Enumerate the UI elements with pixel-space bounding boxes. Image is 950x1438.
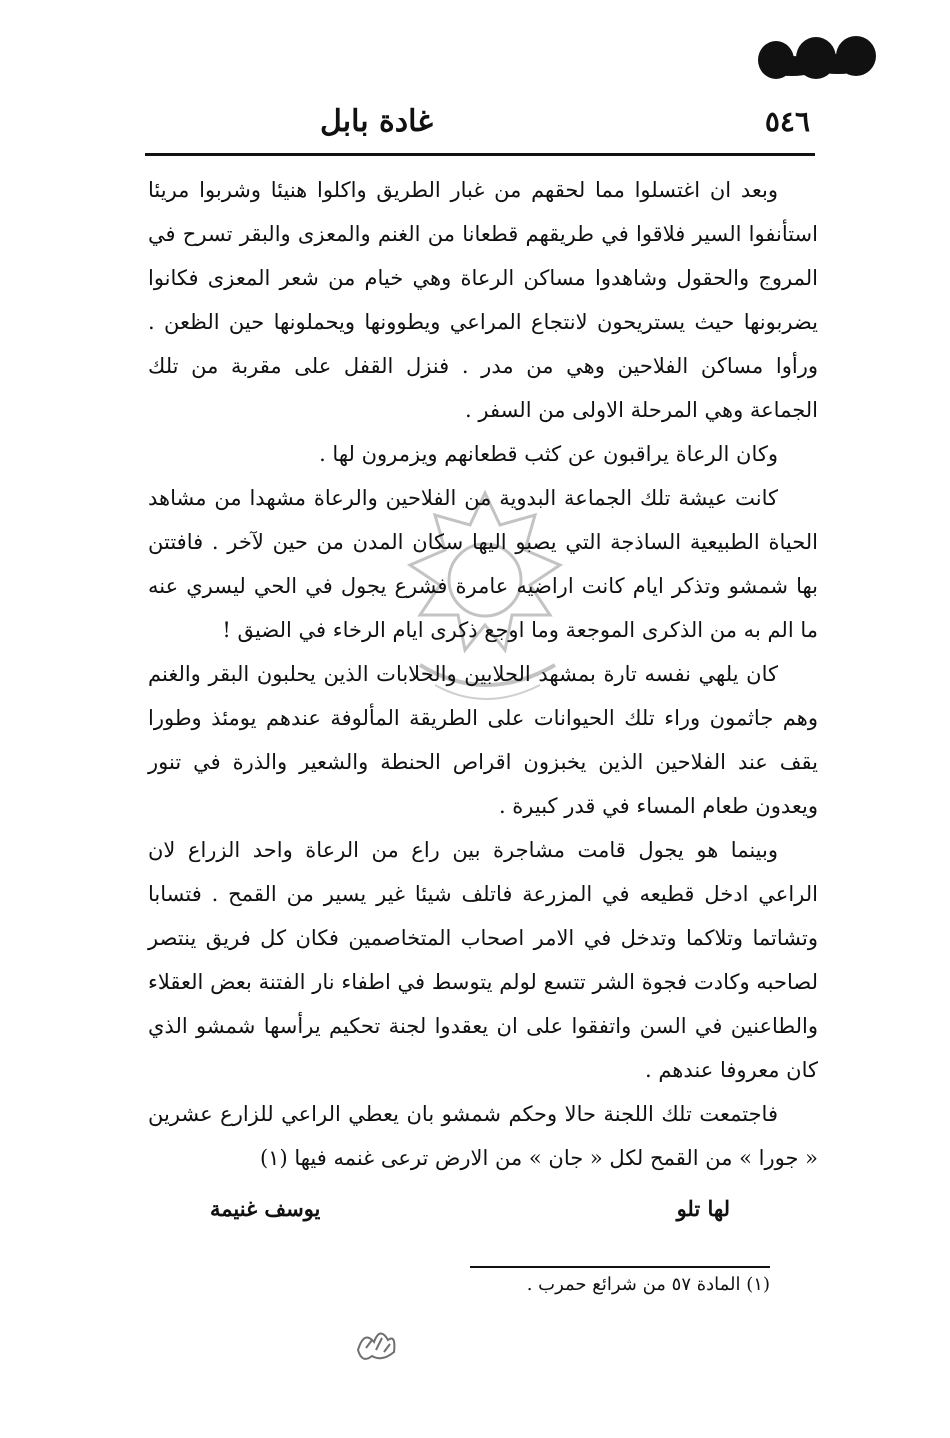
paragraph-5: وبينما هو يجول قامت مشاجرة بين راع من الرعاة واحد الزراع لان الراعي ادخل قطيعه في المزرعة فاتلف شيئا غير يسير من القمح . فتسابا وتشاتما وتلاكما وتدخل في الامر اصحاب المتخاصمين فكان كل فريق ينتصر لصاحبه وكادت فجوة الشر تتسع لولم يتوسط في اطفاء نار الفتنة بعض العقلاء والطاعنين في السن واتفقوا على ان يعقدوا لجنة تحكيم يرأسها شمشو الذي كان معروفا عندهم . xyxy=(148,838,818,1082)
header-divider xyxy=(145,153,815,156)
paragraph-3: كانت عيشة تلك الجماعة البدوية من الفلاحين والرعاة مشهدا من مشاهد الحياة الطبيعية الساذجة التي يصبو اليها سكان المدن من حين لآخر . فافتتن بها شمشو وتذكر ايام كانت اراضيه عامرة فشرع يجول في الحي ليسري عنه ما الم به من الذكرى الموجعة وما اوجع ذكرى ايام الرخاء في الضيق ! xyxy=(148,486,818,642)
footnote-divider xyxy=(470,1266,770,1268)
paragraph-2: وكان الرعاة يراقبون عن كثب قطعانهم ويزمرون لها . xyxy=(319,442,778,466)
page-header xyxy=(150,98,810,144)
signature-right: لها تلو xyxy=(676,1196,730,1221)
page-number: ٥٤٦ xyxy=(764,104,810,138)
signature-left: يوسف غنيمة xyxy=(210,1196,321,1221)
paragraph-1: وبعد ان اغتسلوا مما لحقهم من غبار الطريق واكلوا هنيئا وشربوا مريئا استأنفوا السير فلاقوا في طريقهم قطعانا من الغنم والمعزى والبقر تسرح في المروج والحقول وشاهدوا مساكن الرعاة وهي خيام من شعر المعزى فكانوا يضربونها حيث يستريحون لانتجاع المراعي ويطوونها ويحملونها حين الظعن . ورأوا مساكن الفلاحين وهي من مدر . فنزل القفل على مقربة من تلك الجماعة وهي المرحلة الاولى من السفر . xyxy=(148,178,818,422)
paragraph-6: فاجتمعت تلك اللجنة حالا وحكم شمشو بان يعطي الراعي للزارع عشرين « جورا » من القمح لكل « جان » من الارض ترعى غنمه فيها (١) xyxy=(148,1102,818,1170)
book-title: غادة بابل xyxy=(320,103,433,139)
library-stamp-icon xyxy=(352,1320,400,1366)
ink-blot-decoration xyxy=(752,32,902,84)
article-body xyxy=(148,168,818,1180)
footnote: (١) المادة ٥٧ من شرائع حمرب . xyxy=(526,1274,770,1295)
signature-line xyxy=(210,1196,730,1221)
paragraph-4: كان يلهي نفسه تارة بمشهد الحلابين والحلابات الذين يحلبون البقر والغنم وهم جاثمون وراء تلك الحيوانات على الطريقة المألوفة عندهم يومئذ وطورا يقف عند الفلاحين الذين يخبزون اقراص الحنطة والشعير والذرة في تنور ويعدون طعام المساء في قدر كبيرة . xyxy=(148,662,818,818)
